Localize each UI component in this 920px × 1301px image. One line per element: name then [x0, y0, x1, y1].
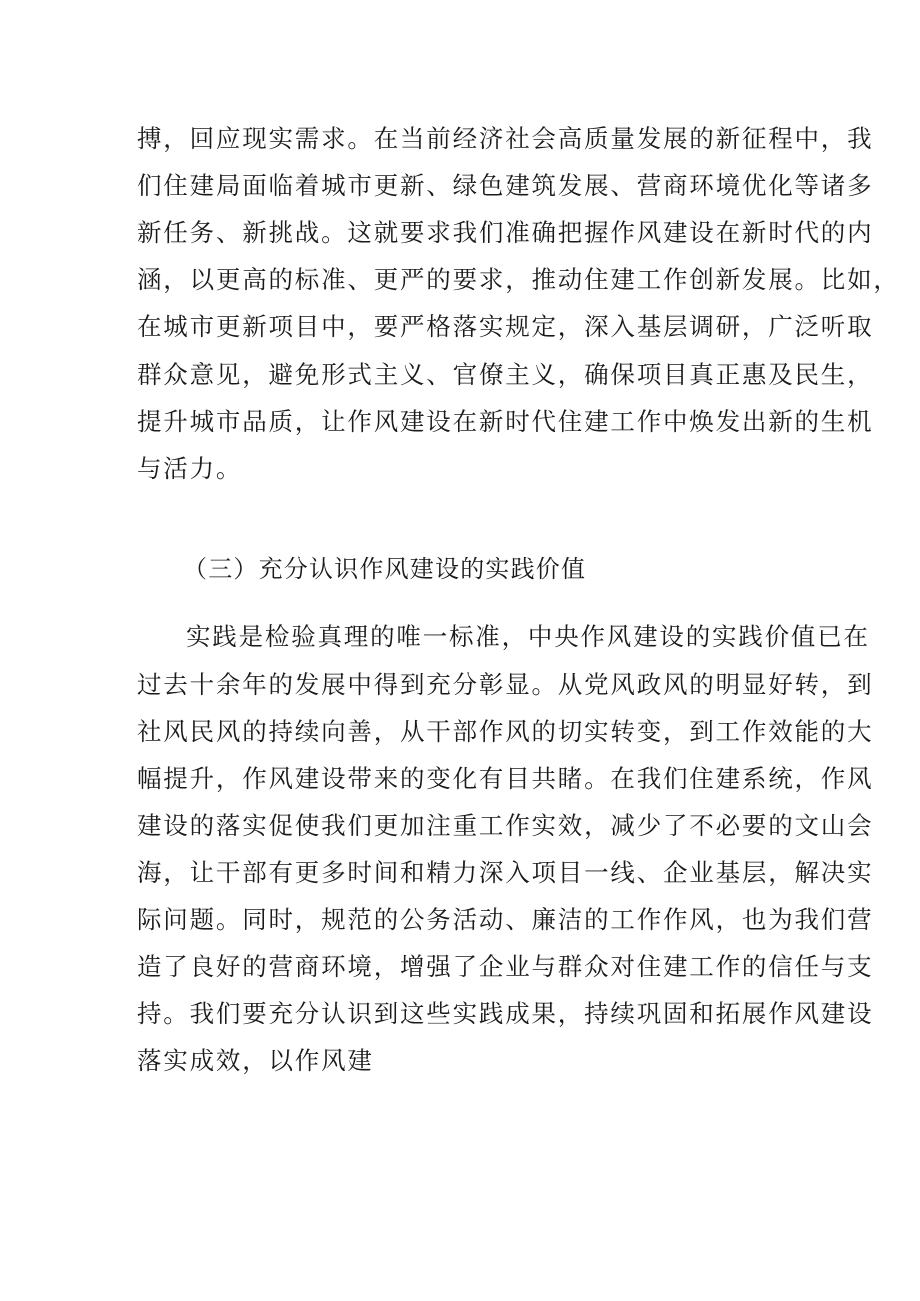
paragraph-line: 幅提升，作风建设带来的变化有目共睹。在我们住建系统，作风: [137, 764, 874, 793]
paragraph-line: 建设的落实促使我们更加注重工作实效，减少了不必要的文山会: [137, 811, 874, 840]
paragraph-line: 落实成效，以作风建: [137, 1046, 374, 1075]
paragraph-line: 过去十余年的发展中得到充分彰显。从党风政风的明显好转，到: [137, 670, 874, 699]
section-heading: （三）充分认识作风建设的实践价值: [183, 555, 587, 583]
paragraph-line: 搏，回应现实需求。在当前经济社会高质量发展的新征程中，我: [137, 124, 874, 153]
paragraph-line: 与活力。: [137, 454, 243, 483]
paragraph-line: 们住建局面临着城市更新、绿色建筑发展、营商环境优化等诸多: [137, 171, 874, 200]
paragraph-line: 提升城市品质，让作风建设在新时代住建工作中焕发出新的生机: [137, 407, 874, 436]
paragraph-line: 实践是检验真理的唯一标准，中央作风建设的实践价值已在: [186, 622, 870, 651]
paragraph-line: 持。我们要充分认识到这些实践成果，持续巩固和拓展作风建设: [137, 999, 874, 1028]
paragraph-line: 造了良好的营商环境，增强了企业与群众对住建工作的信任与支: [137, 952, 874, 981]
paragraph-line: 在城市更新项目中，要严格落实规定，深入基层调研，广泛听取: [137, 312, 874, 341]
paragraph-line: 海，让干部有更多时间和精力深入项目一线、企业基层，解决实: [137, 858, 874, 887]
paragraph-line: 社风民风的持续向善，从干部作风的切实转变，到工作效能的大: [137, 717, 874, 746]
paragraph-line: 群众意见，避免形式主义、官僚主义，确保项目真正惠及民生，: [137, 360, 874, 389]
paragraph-line: 新任务、新挑战。这就要求我们准确把握作风建设在新时代的内: [137, 218, 874, 247]
paragraph-line: 际问题。同时，规范的公务活动、廉洁的工作作风，也为我们营: [137, 905, 874, 934]
paragraph-line: 涵，以更高的标准、更严的要求，推动住建工作创新发展。比如，: [137, 265, 900, 294]
